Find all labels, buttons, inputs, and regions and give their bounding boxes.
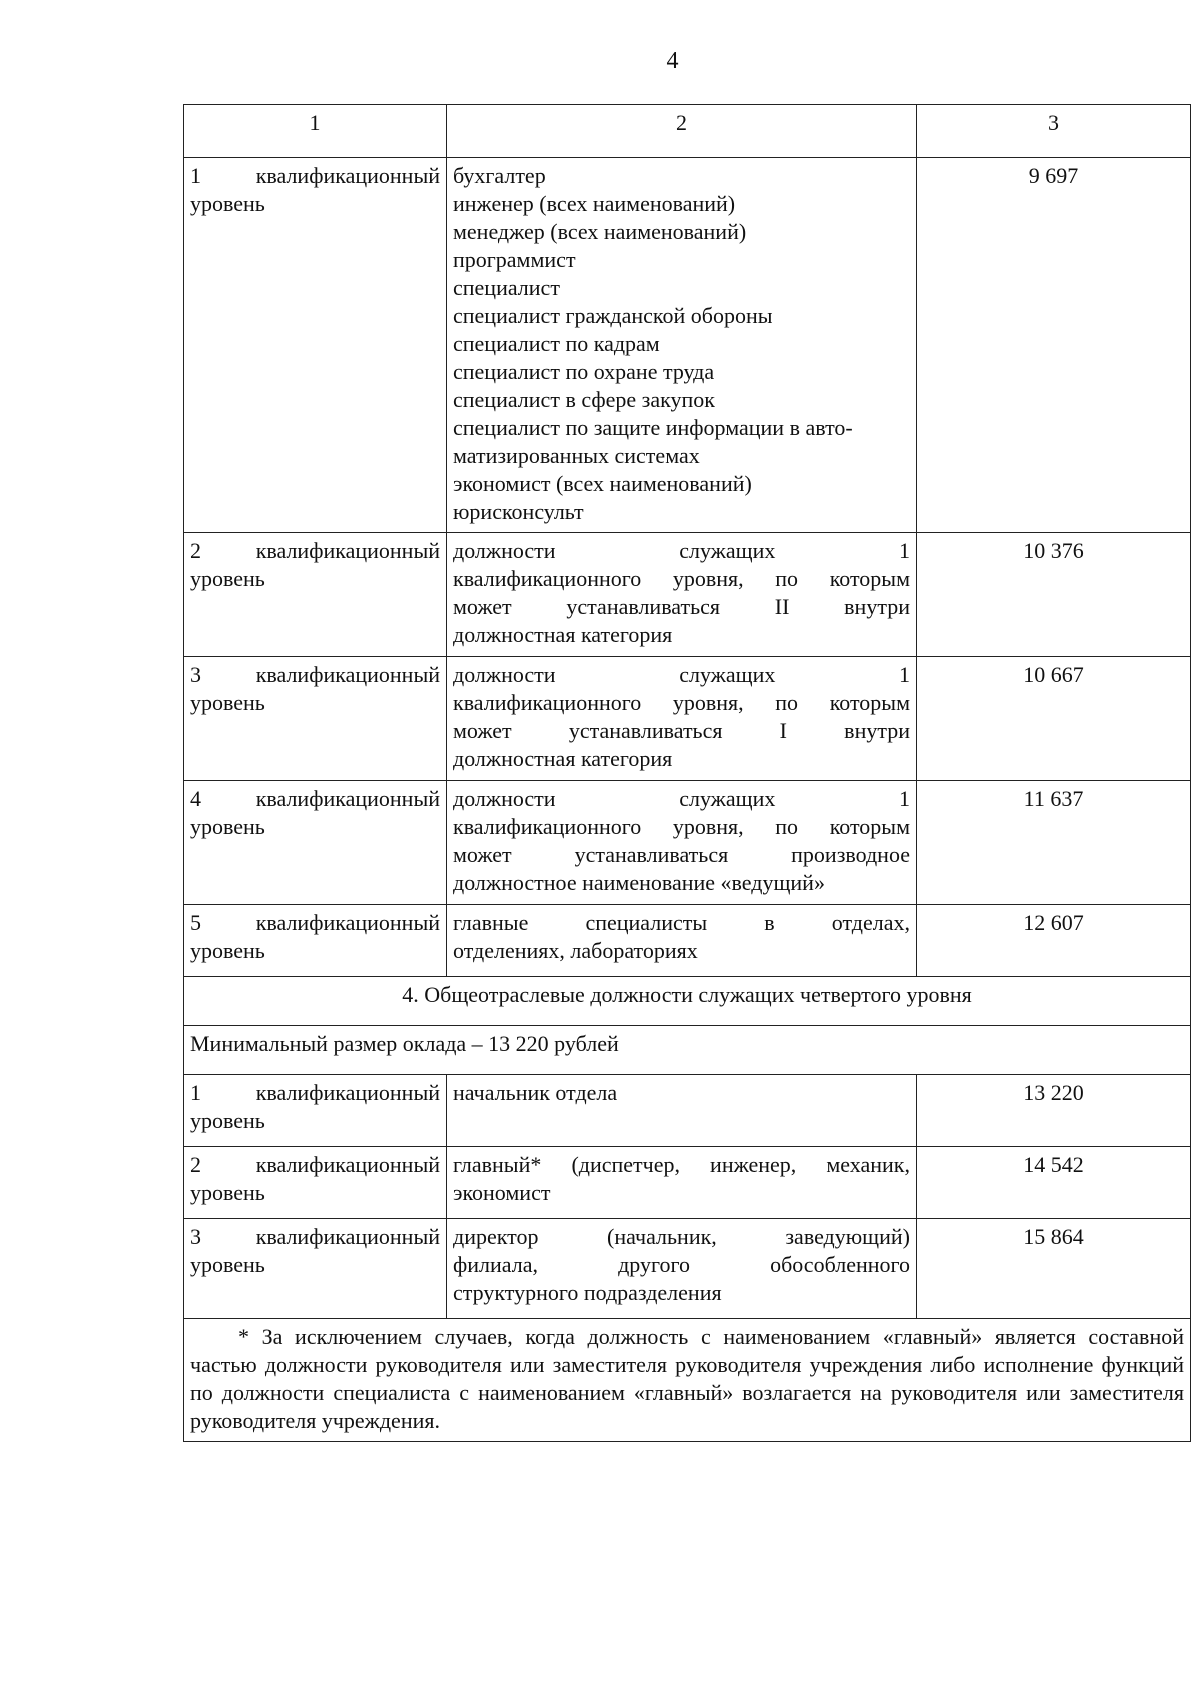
description-line: должности служащих 1 — [453, 538, 910, 563]
level-cell — [184, 533, 447, 657]
position-item: специалист по защите информации в авто- — [453, 415, 853, 440]
level-word: квалификационный — [255, 786, 440, 811]
footnote-text: * За исключением случаев, когда должность с наименованием «главный» является составной частью должности руководителя или заместителя руководителя учреждения либо исполнение функций по должности специалиста с наименованием «главный» возлагается на руководителя или заместителя руководителя учреждения. — [190, 1324, 1184, 1433]
level-word: квалификационный — [255, 163, 440, 188]
level-cell — [184, 1075, 447, 1147]
table-row — [184, 657, 1191, 781]
salary-value: 10 376 — [917, 533, 1191, 657]
description-line: структурного подразделения — [453, 1280, 722, 1305]
level-number: 2 — [190, 1152, 201, 1177]
table-row — [184, 1147, 1191, 1219]
position-item: экономист (всех наименований) — [453, 471, 752, 496]
description-line: должности служащих 1 — [453, 662, 910, 687]
description-line: квалификационного уровня, по которым — [453, 814, 910, 839]
description-cell — [447, 158, 917, 533]
description-line: квалификационного уровня, по которым — [453, 690, 910, 715]
description-line: директор (начальник, заведующий) — [453, 1224, 910, 1249]
level-cell — [184, 1219, 447, 1319]
description-cell — [447, 1219, 917, 1319]
position-item: специалист — [453, 275, 560, 300]
description-line: квалификационного уровня, по которым — [453, 566, 910, 591]
description-line: главный* (диспетчер, инженер, механик, — [453, 1152, 910, 1177]
description-cell — [447, 905, 917, 977]
description-line: начальник отдела — [453, 1080, 618, 1105]
description-cell — [447, 781, 917, 905]
header-cell: 2 — [447, 105, 917, 158]
table-header-row — [184, 105, 1191, 158]
level-tail: уровень — [190, 690, 265, 715]
level-word: квалификационный — [255, 1152, 440, 1177]
description-cell — [447, 1147, 917, 1219]
level-number: 2 — [190, 538, 201, 563]
level-number: 1 — [190, 163, 201, 188]
description-cell — [447, 533, 917, 657]
section-title: 4. Общеотраслевые должности служащих четвертого уровня — [184, 977, 1191, 1026]
salary-value: 12 607 — [917, 905, 1191, 977]
description-line: может устанавливаться производное — [453, 842, 910, 867]
position-item: специалист в сфере закупок — [453, 387, 715, 412]
description-line: экономист — [453, 1180, 551, 1205]
salary-table — [183, 104, 1191, 1442]
footnote-row — [184, 1319, 1191, 1442]
position-item: матизированных системах — [453, 443, 700, 468]
description-line: должностное наименование «ведущий» — [453, 870, 825, 895]
position-item: бухгалтер — [453, 163, 546, 188]
position-item: инженер (всех наименований) — [453, 191, 736, 216]
description-cell — [447, 657, 917, 781]
description-line: может устанавливаться II внутри — [453, 594, 910, 619]
position-item: менеджер (всех наименований) — [453, 219, 747, 244]
position-item: юрисконсульт — [453, 499, 584, 524]
description-cell — [447, 1075, 917, 1147]
description-line: отделениях, лабораториях — [453, 938, 698, 963]
level-tail: уровень — [190, 1180, 265, 1205]
table-row — [184, 1075, 1191, 1147]
table-row — [184, 158, 1191, 533]
level-number: 1 — [190, 1080, 201, 1105]
salary-value: 13 220 — [917, 1075, 1191, 1147]
level-number: 4 — [190, 786, 201, 811]
level-cell — [184, 1147, 447, 1219]
description-line: должностная категория — [453, 622, 673, 647]
salary-value: 15 864 — [917, 1219, 1191, 1319]
description-line: может устанавливаться I внутри — [453, 718, 910, 743]
level-tail: уровень — [190, 1252, 265, 1277]
table-row — [184, 1219, 1191, 1319]
level-number: 3 — [190, 1224, 201, 1249]
level-tail: уровень — [190, 191, 265, 216]
level-word: квалификационный — [255, 910, 440, 935]
salary-value: 10 667 — [917, 657, 1191, 781]
position-item: специалист гражданской обороны — [453, 303, 773, 328]
salary-value: 9 697 — [917, 158, 1191, 533]
position-item: специалист по кадрам — [453, 331, 660, 356]
table-row — [184, 905, 1191, 977]
level-number: 3 — [190, 662, 201, 687]
level-word: квалификационный — [255, 538, 440, 563]
level-tail: уровень — [190, 566, 265, 591]
header-cell: 3 — [917, 105, 1191, 158]
min-salary-text: Минимальный размер оклада – 13 220 рублей — [184, 1026, 1191, 1075]
description-line: должностная категория — [453, 746, 673, 771]
position-item: программист — [453, 247, 576, 272]
level-cell — [184, 158, 447, 533]
table-row — [184, 533, 1191, 657]
position-item: специалист по охране труда — [453, 359, 715, 384]
level-cell — [184, 781, 447, 905]
section-row — [184, 977, 1191, 1026]
level-number: 5 — [190, 910, 201, 935]
level-word: квалификационный — [255, 1224, 440, 1249]
level-cell — [184, 657, 447, 781]
level-tail: уровень — [190, 814, 265, 839]
level-tail: уровень — [190, 1108, 265, 1133]
level-word: квалификационный — [255, 1080, 440, 1105]
min-salary-row — [184, 1026, 1191, 1075]
footnote-cell — [184, 1319, 1191, 1442]
header-cell: 1 — [184, 105, 447, 158]
description-line: филиала, другого обособленного — [453, 1252, 910, 1277]
salary-value: 14 542 — [917, 1147, 1191, 1219]
level-cell — [184, 905, 447, 977]
level-word: квалификационный — [255, 662, 440, 687]
level-tail: уровень — [190, 938, 265, 963]
description-line: должности служащих 1 — [453, 786, 910, 811]
page-number: 4 — [666, 48, 679, 74]
description-line: главные специалисты в отделах, — [453, 910, 910, 935]
salary-value: 11 637 — [917, 781, 1191, 905]
table-row — [184, 781, 1191, 905]
